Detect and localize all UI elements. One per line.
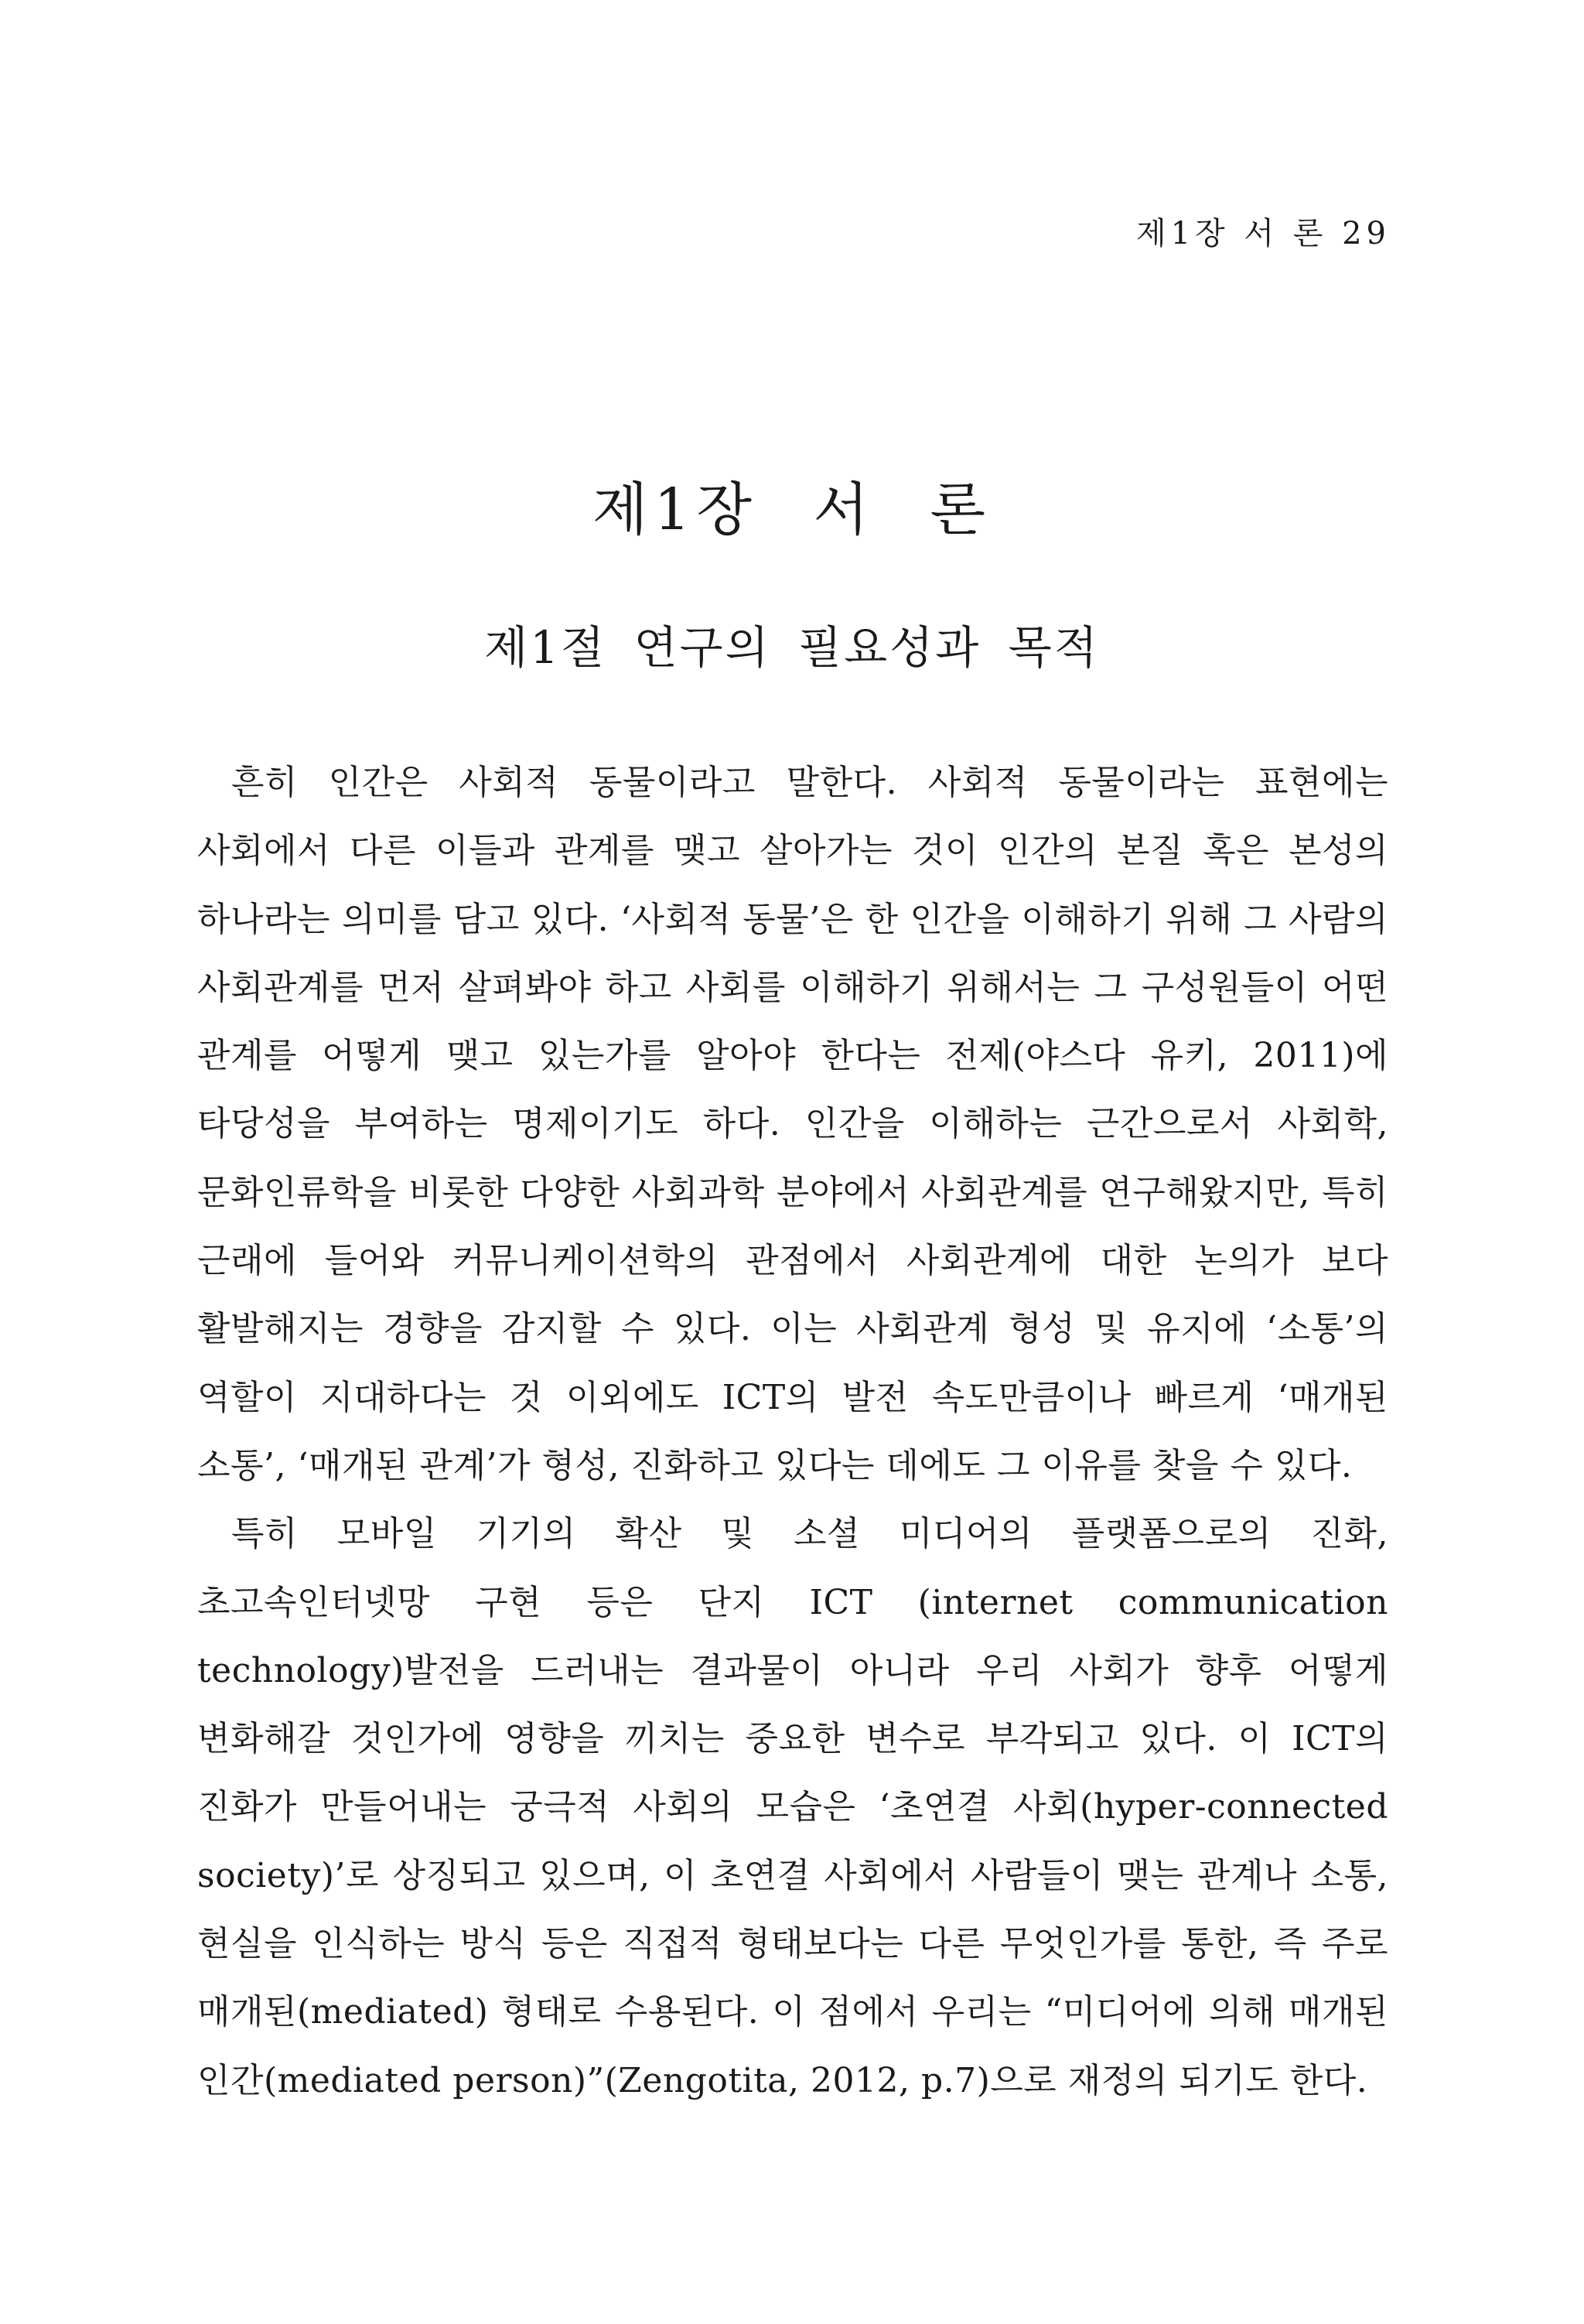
section-title: 제1절 연구의 필요성과 목적 — [484, 621, 1100, 674]
body-text — [197, 749, 1388, 2115]
chapter-title: 제1장 서 론 — [592, 477, 992, 543]
running-header: 제1장 서 론 29 — [1135, 216, 1391, 251]
paragraph: 특히 모바일 기기의 확산 및 소셜 미디어의 플랫폼으로의 진화, 초고속인터넷망 구현 등은 단지 ICT (internet communication technology)발전을 드러내는 결과물이 아니라 우리 사회가 향후 어떻게 변화해갈 것인가에 영향을 끼치는 중요한 변수로 부각되고 있다. 이 ICT의 진화가 만들어내는 궁극적 사회의 모습은 ‘초연결 사회(hyper-connected society)’로 상징되고 있으며, 이 초연결 사회에서 사람들이 맺는 관계나 소통, 현실을 인식하는 방식 등은 직접적 형태보다는 다른 무엇인가를 통한, 즉 주로 매개된(mediated) 형태로 수용된다. 이 점에서 우리는 “미디어에 의해 매개된 인간(mediated person)”(Zengotita, 2012, p.7)으로 재정의 되기도 한다. — [197, 1514, 1388, 2100]
paragraph: 흔히 인간은 사회적 동물이라고 말한다. 사회적 동물이라는 표현에는 사회에서 다른 이들과 관계를 맺고 살아가는 것이 인간의 본질 혹은 본성의 하나라는 의미를 담고 있다. ‘사회적 동물’은 한 인간을 이해하기 위해 그 사람의 사회관계를 먼저 살펴봐야 하고 사회를 이해하기 위해서는 그 구성원들이 어떤 관계를 어떻게 맺고 있는가를 알아야 한다는 전제(야스다 유키, 2011)에 타당성을 부여하는 명제이기도 하다. 인간을 이해하는 근간으로서 사회학, 문화인류학을 비롯한 다양한 사회과학 분야에서 사회관계를 연구해왔지만, 특히 근래에 들어와 커뮤니케이션학의 관점에서 사회관계에 대한 논의가 보다 활발해지는 경향을 감지할 수 있다. 이는 사회관계 형성 및 유지에 ‘소통’의 역할이 지대하다는 것 이외에도 ICT의 발전 속도만큼이나 빠르게 ‘매개된 소통’, ‘매개된 관계’가 형성, 진화하고 있다는 데에도 그 이유를 찾을 수 있다. — [197, 763, 1388, 1485]
